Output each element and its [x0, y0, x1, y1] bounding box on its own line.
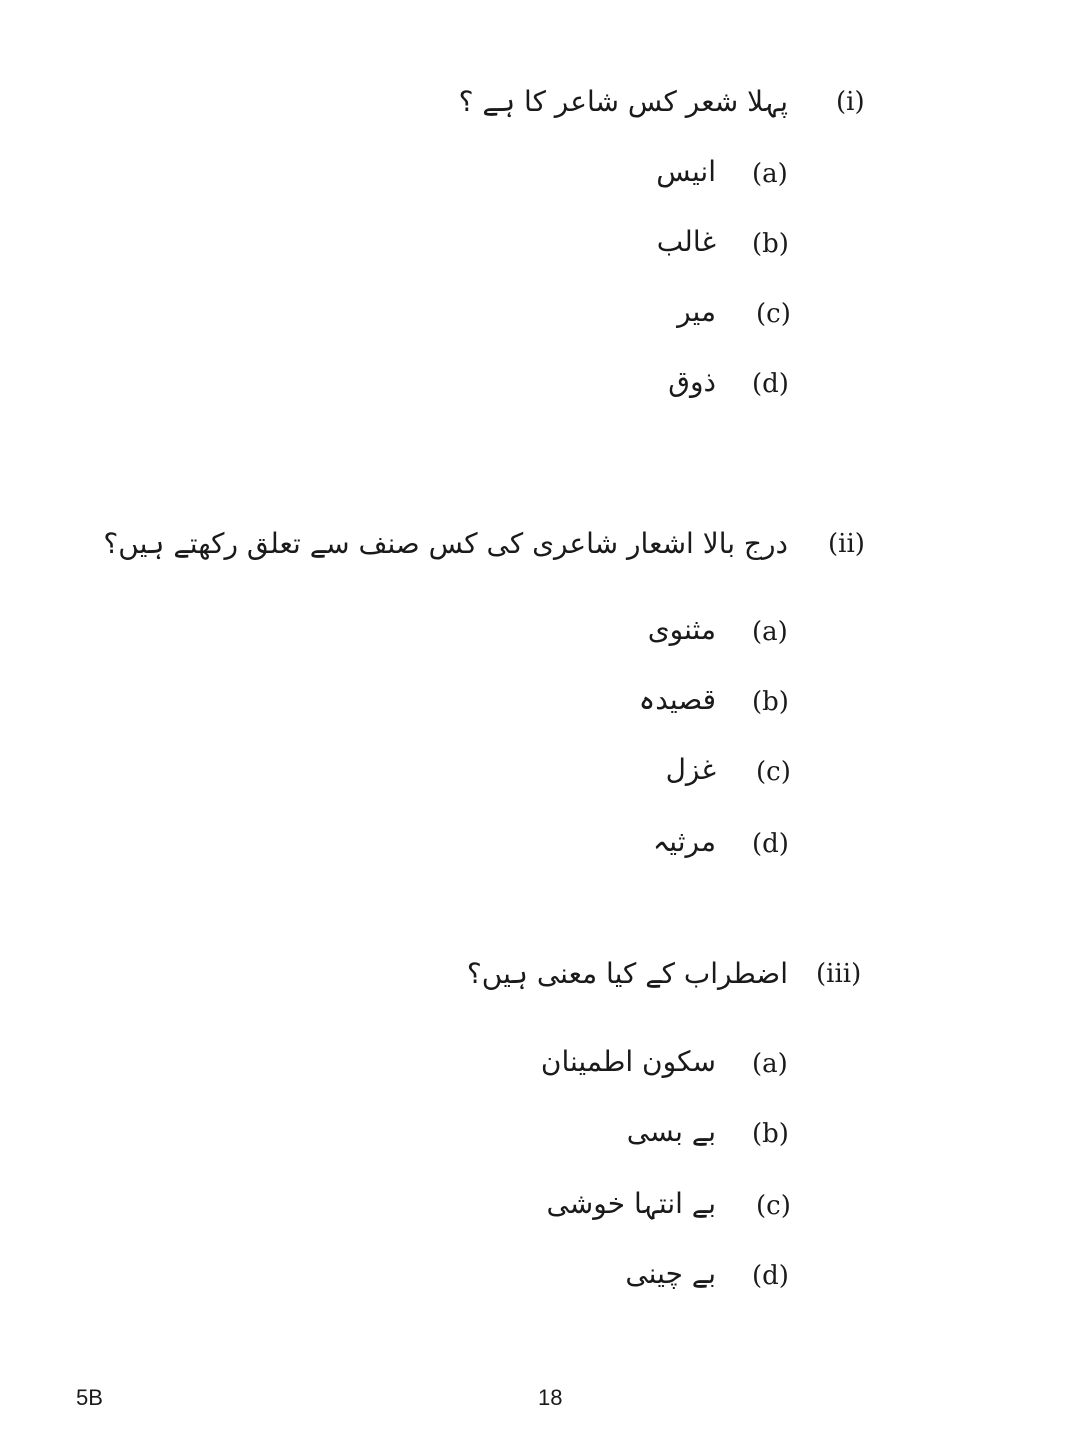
option-text: غزل	[665, 753, 716, 786]
option-text: مثنوی	[647, 613, 716, 646]
page-number: 18	[538, 1385, 563, 1410]
option-text: غالب	[656, 225, 716, 258]
option-label: (b)	[752, 1119, 789, 1149]
option-label: (b)	[752, 229, 789, 259]
question-text: درج بالا اشعار شاعری کی کس صنف سے تعلق رکھتے ہیں؟	[103, 527, 788, 560]
question-number: (iii)	[816, 959, 862, 989]
option-text: سکون اطمینان	[540, 1045, 716, 1078]
option-text: بے انتہا خوشی	[546, 1187, 716, 1220]
option-label: (a)	[752, 617, 788, 647]
option-text: میر	[677, 295, 716, 328]
question-text: پہلا شعر کس شاعر کا ہے ؟	[458, 85, 788, 118]
question-text: اضطراب کے کیا معنی ہیں؟	[466, 957, 788, 990]
option-label: (a)	[752, 1049, 788, 1079]
option-text: مرثیہ	[652, 825, 716, 858]
option-text: ذوق	[668, 365, 716, 398]
question-number: (ii)	[828, 529, 865, 559]
option-label: (c)	[756, 299, 791, 329]
option-label: (d)	[752, 1261, 789, 1291]
option-text: بے چینی	[625, 1257, 716, 1290]
option-text: بے بسی	[626, 1115, 716, 1148]
option-label: (a)	[752, 159, 788, 189]
option-label: (d)	[752, 829, 789, 859]
option-label: (c)	[756, 1191, 791, 1221]
question-number: (i)	[836, 87, 865, 117]
option-text: قصیدہ	[638, 683, 716, 716]
option-text: انیس	[656, 155, 716, 188]
paper-code: 5B	[76, 1385, 103, 1410]
option-label: (c)	[756, 757, 791, 787]
option-label: (b)	[752, 687, 789, 717]
option-label: (d)	[752, 369, 789, 399]
